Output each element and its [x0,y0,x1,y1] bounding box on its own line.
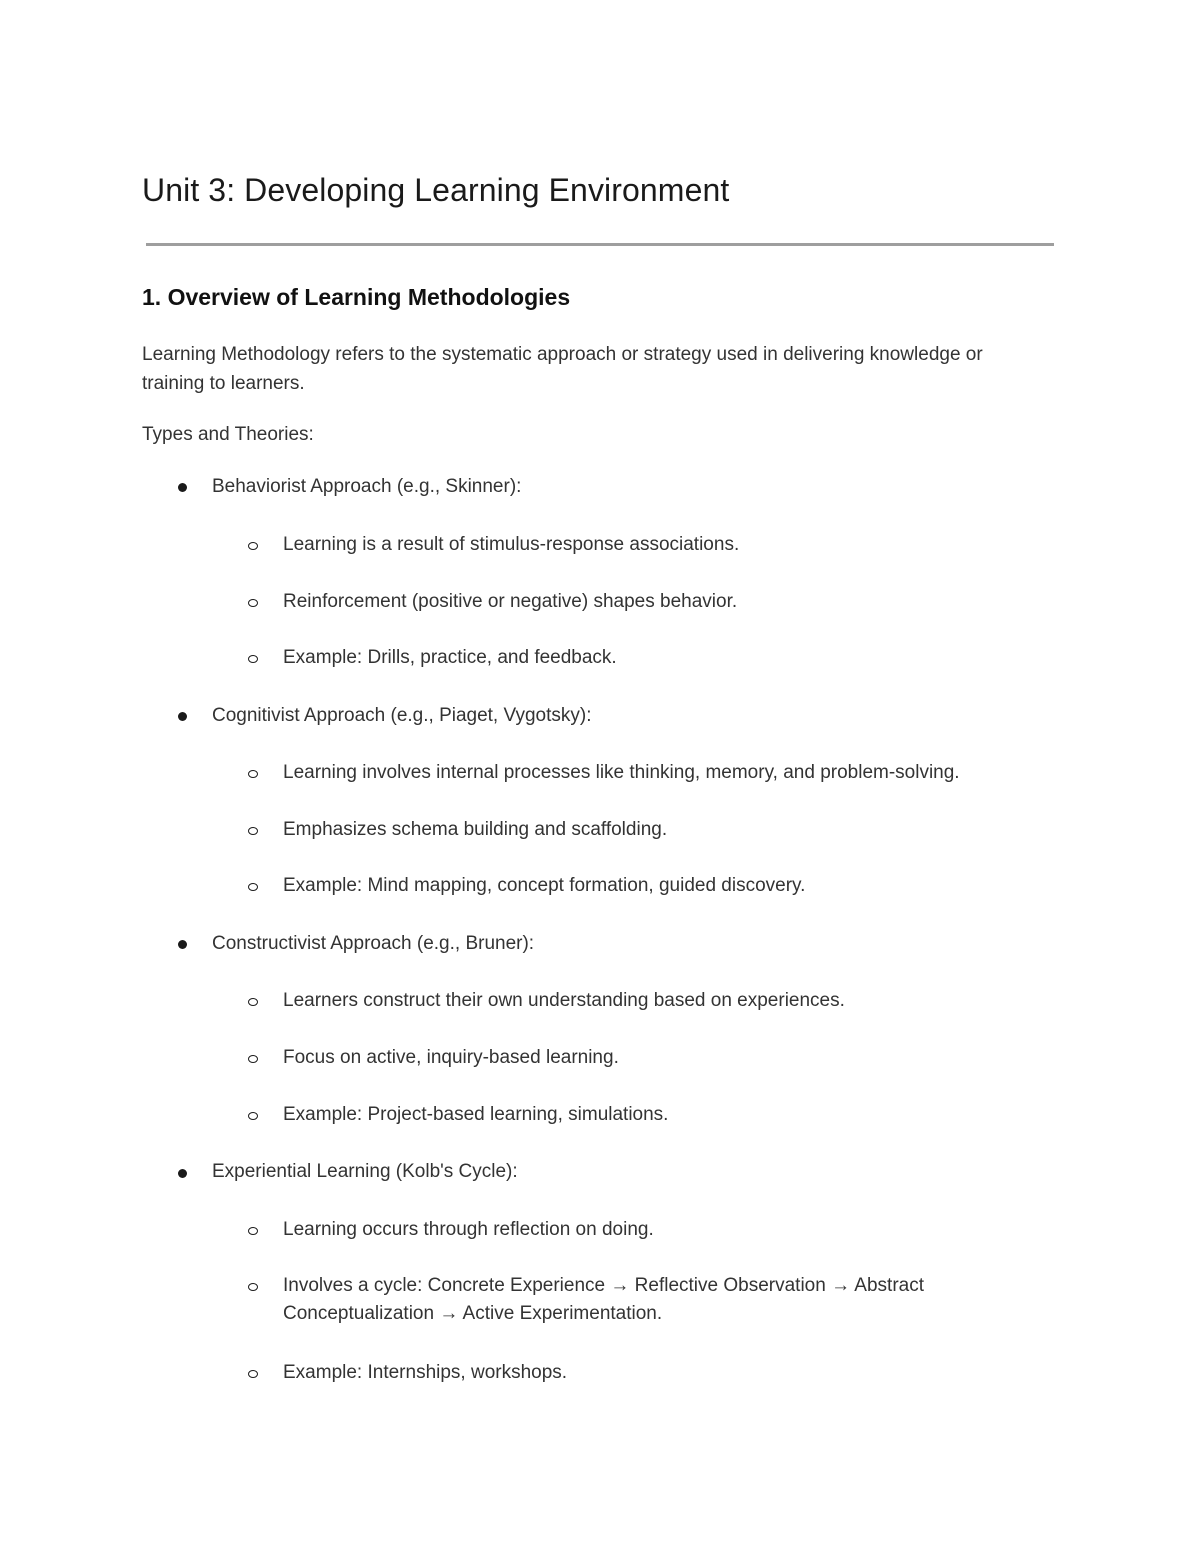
list-subitem: Example: Internships, workshops. [283,1362,568,1383]
page-title: Unit 3: Developing Learning Environment [142,172,730,208]
bullet-disc-icon [178,483,187,492]
bullet-circle-icon [248,883,258,891]
list-subitem: Focus on active, inquiry-based learning. [283,1047,619,1068]
bullet-disc-icon [178,940,187,949]
list-subitem: Example: Project-based learning, simulations. [283,1104,669,1125]
bullet-circle-icon [248,542,258,550]
bullet-circle-icon [248,1227,258,1235]
list-item-approach: Experiential Learning (Kolb's Cycle): [212,1161,518,1182]
bullet-circle-icon [248,1112,258,1120]
bullet-circle-icon [248,1283,258,1291]
list-subitem: Learning is a result of stimulus-response associations. [283,534,740,555]
horizontal-divider [146,243,1054,246]
bullet-disc-icon [178,1169,187,1178]
bullet-circle-icon [248,655,258,663]
list-item-approach: Constructivist Approach (e.g., Bruner): [212,933,535,954]
list-subitem: Example: Mind mapping, concept formation, guided discovery. [283,875,806,896]
bullet-circle-icon [248,1370,258,1378]
list-subitem: Example: Drills, practice, and feedback. [283,647,617,668]
list-item-approach: Behaviorist Approach (e.g., Skinner): [212,476,522,497]
list-subitem: Learners construct their own understanding based on experiences. [283,990,845,1011]
bullet-circle-icon [248,770,258,778]
section-heading: 1. Overview of Learning Methodologies [142,284,571,310]
bullet-disc-icon [178,712,187,721]
bullet-circle-icon [248,998,258,1006]
bullet-circle-icon [248,827,258,835]
list-subitem: Involves a cycle: Concrete Experience → Reflective Observation → Abstract Conceptualization → Active Experimentation. [283,1275,924,1324]
intro-paragraph: Learning Methodology refers to the systematic approach or strategy used in delivering knowledge or training to learners. [142,344,983,394]
list-subitem: Learning occurs through reflection on doing. [283,1219,654,1240]
list-item-approach: Cognitivist Approach (e.g., Piaget, Vygotsky): [212,705,592,726]
list-subitem: Emphasizes schema building and scaffolding. [283,819,668,840]
bullet-circle-icon [248,599,258,607]
list-subitem: Reinforcement (positive or negative) shapes behavior. [283,591,738,612]
types-label: Types and Theories: [142,424,314,445]
bullet-circle-icon [248,1055,258,1063]
list-subitem: Learning involves internal processes like thinking, memory, and problem-solving. [283,762,960,783]
